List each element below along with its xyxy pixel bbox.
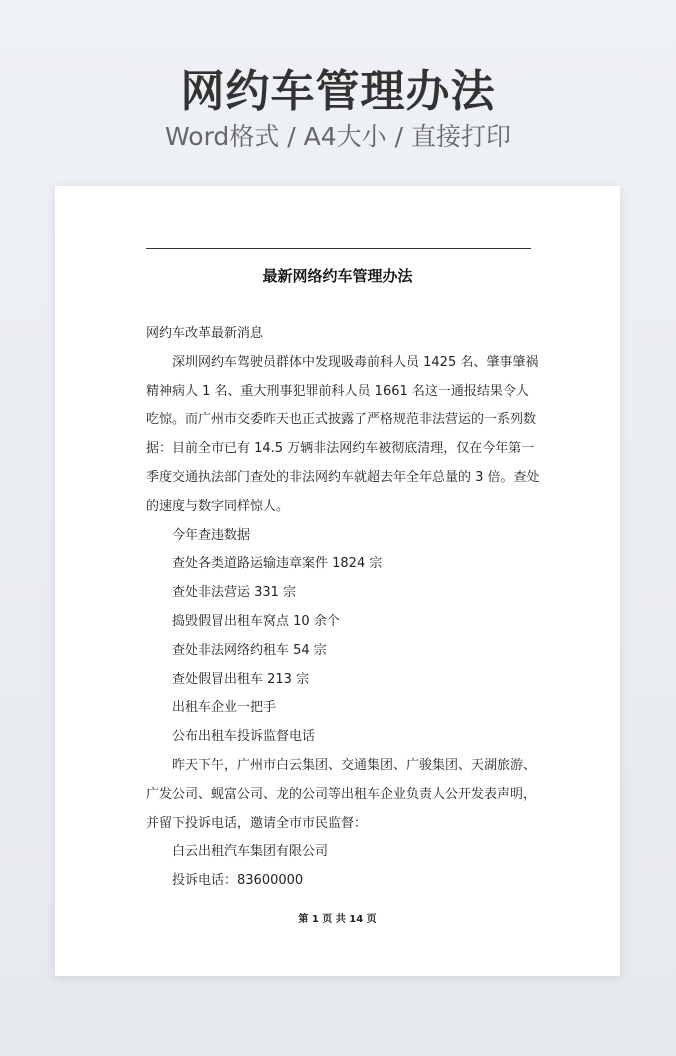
document-paragraph: 今年查违数据 bbox=[172, 527, 251, 543]
document-paragraph: 深圳网约车驾驶员群体中发现吸毒前科人员 1425 名、肇事肇祸精神病人 1 名、重大刑事犯罪前科人员 1661 名这一通报结果令人吃惊。而广州市交委昨天也正式披露了严格规范非法营运的一系列数据：目前全市已有 14.5 万辆非法网约车被彻底清理，仅在今年第一季度交通执法部门查处的非法网约车就超去年全年总量的 3 倍。查处的速度与数字同样惊人。 bbox=[146, 354, 540, 514]
banner-subtitle: Word格式 / A4大小 / 直接打印 bbox=[165, 122, 511, 151]
document-paragraph: 网约车改革最新消息 bbox=[146, 326, 264, 341]
document-body bbox=[146, 320, 541, 896]
document-paragraph: 公布出租车投诉监督电话 bbox=[172, 729, 316, 745]
banner-title: 网约车管理办法 bbox=[180, 66, 496, 117]
document-paragraph: 查处假冒出租车 213 宗 bbox=[172, 671, 310, 687]
document-paragraph: 投诉电话：83600000 bbox=[172, 873, 304, 889]
document-paragraph: 昨天下午，广州市白云集团、交通集团、广骏集团、天湖旅游、广发公司、蚬富公司、龙的公司等出租车企业负责人公开发表声明，并留下投诉电话，邀请全市市民监督： bbox=[146, 757, 537, 831]
document-paragraph: 查处非法网络约租车 54 宗 bbox=[172, 642, 327, 658]
document-paragraph: 查处各类道路运输违章案件 1824 宗 bbox=[172, 556, 383, 572]
document-paragraph: 白云出租汽车集团有限公司 bbox=[172, 844, 329, 860]
document-paragraph: 出租车企业一把手 bbox=[172, 700, 277, 716]
banner-header bbox=[0, 0, 676, 186]
document-page bbox=[55, 186, 620, 976]
header-rule bbox=[146, 248, 531, 249]
page-number-footer: 第 1 页 共 14 页 bbox=[298, 914, 377, 925]
document-title: 最新网络约车管理办法 bbox=[262, 267, 413, 285]
document-paragraph: 查处非法营运 331 宗 bbox=[172, 585, 297, 601]
document-paragraph: 捣毁假冒出租车窝点 10 余个 bbox=[172, 613, 340, 629]
